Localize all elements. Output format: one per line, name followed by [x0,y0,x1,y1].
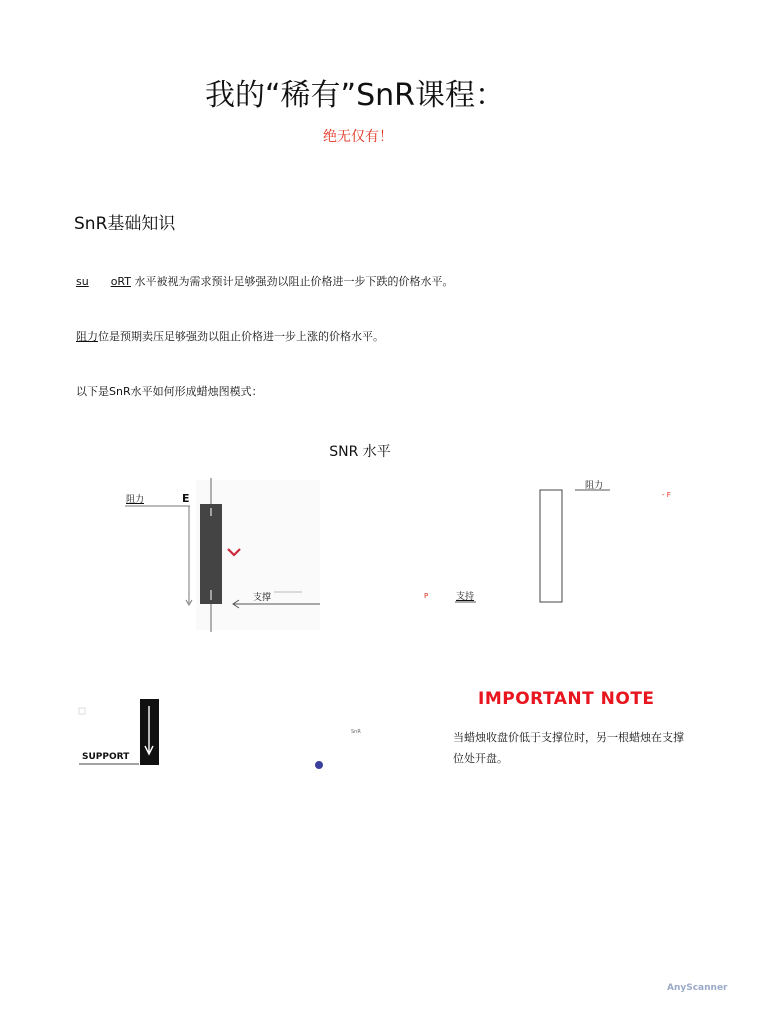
support-graphic-frame [79,708,85,714]
snr-tiny-label: SnR [351,729,361,735]
left-resistance-label: 阻力 [126,495,145,505]
right-support-label: 支持 [456,592,475,602]
support-term-a: su [76,275,89,288]
important-note-banner: IMPORTANT NOTE [478,689,655,709]
left-e-mark: E [182,492,190,505]
resistance-definition-text: 位是预期卖压足够强劲以阻止价格进一步上涨的价格水平。 [98,330,384,343]
right-p-mark: P [424,592,429,600]
right-resistance-label: 阻力 [585,481,604,491]
blue-dot [315,761,323,769]
right-f-mark: - F [662,491,671,499]
resistance-term: 阻力 [76,330,98,343]
support-graphic-label: SUPPORT [82,752,130,762]
bearish-candle [200,504,222,604]
section-heading: SnR基础知识 [74,214,176,234]
support-definition-text: 水平被视为需求预计足够强劲以阻止价格进一步下跌的价格水平。 [134,275,454,288]
important-note-text: 当蜡烛收盘价低于支撑位时，另一根蜡烛在支撑位处开盘。 [453,731,684,765]
diagram-title: SNR 水平 [329,444,391,460]
intro-text: 以下是SnR水平如何形成蜡烛图模式： [76,385,263,398]
page-subtitle: 绝无仅有！ [323,129,393,145]
support-term-b: oRT [110,275,131,288]
left-support-label: 支撑 [253,593,272,603]
scanner-watermark: AnyScanner [667,983,728,993]
hollow-candle [540,490,562,602]
page-title: 我的“稀有”SnR课程： [205,78,505,113]
